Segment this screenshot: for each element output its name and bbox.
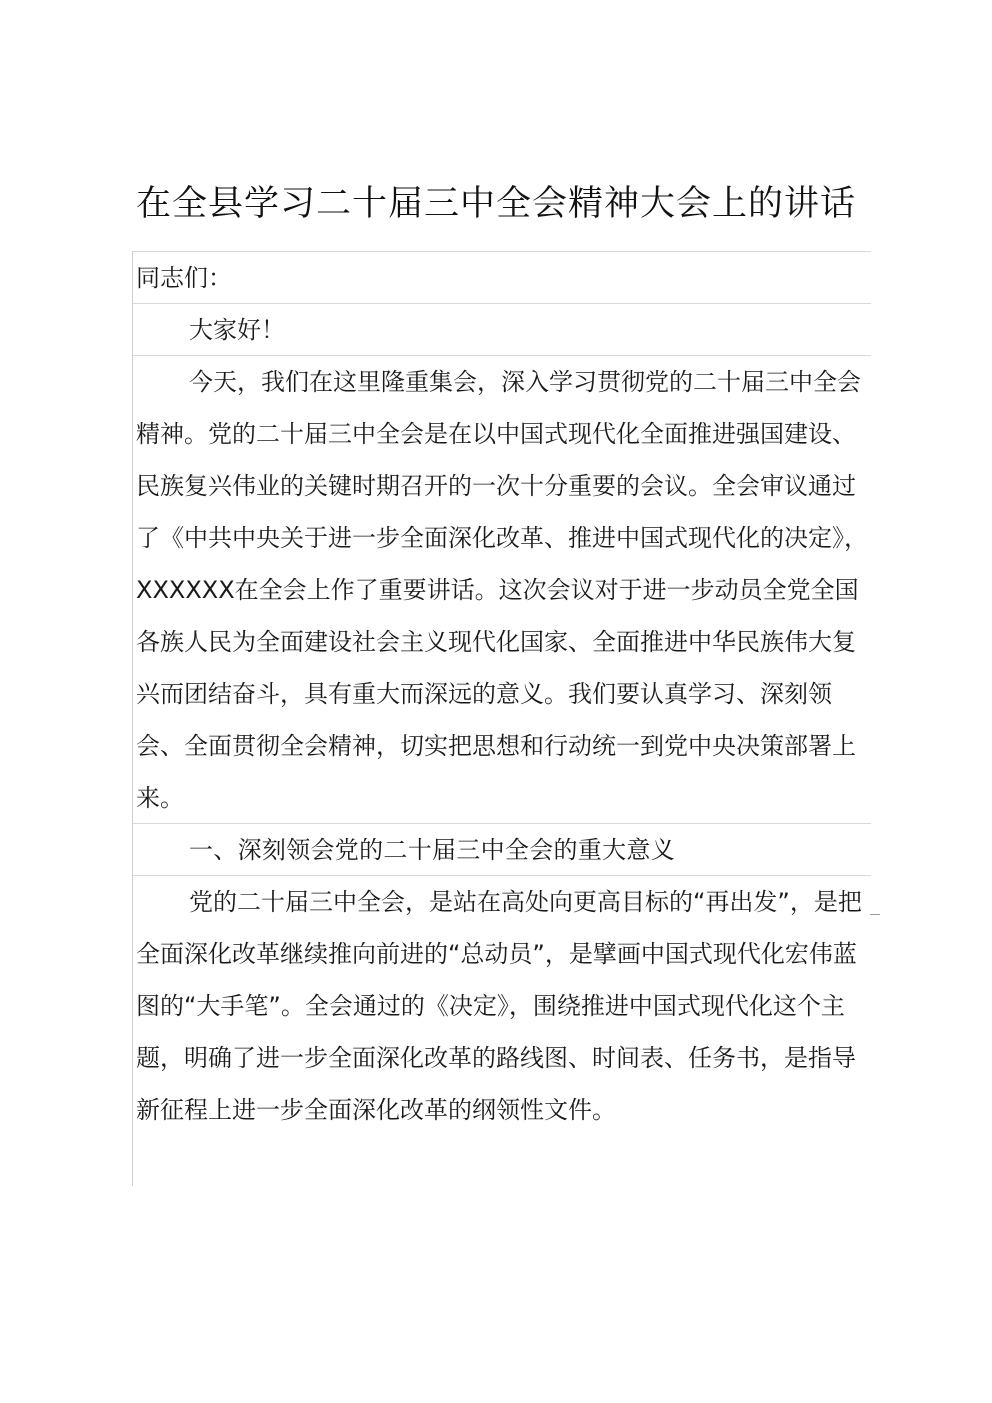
paragraph-2-row: [133, 875, 871, 1186]
salutation: 同志们：: [136, 264, 232, 292]
greeting-row: [133, 303, 871, 355]
margin-mark: [870, 914, 880, 915]
section-1-heading-row: [133, 823, 871, 875]
document-body: [132, 251, 871, 1186]
salutation-row: [133, 251, 871, 303]
section-1-heading: 一、深刻领会党的二十届三中全会的重大意义: [189, 836, 675, 864]
paragraph-2: 党的二十届三中全会，是站在高处向更高目标的“再出发”，是把全面深化改革继续推向前进的“总动员”，是擘画中国式现代化宏伟蓝图的“大手笔”。全会通过的《决定》，围绕推进中国式现代化这个主题，明确了进一步全面深化改革的路线图、时间表、任务书，是指导新征程上进一步全面深化改革的纲领性文件。: [136, 888, 862, 1124]
paragraph-1-row: [133, 355, 871, 823]
document-title: 在全县学习二十届三中全会精神大会上的讲话: [135, 184, 856, 224]
greeting: 大家好！: [189, 316, 285, 344]
paragraph-1: 今天，我们在这里隆重集会，深入学习贯彻党的二十届三中全会精神。党的二十届三中全会是在以中国式现代化全面推进强国建设、民族复兴伟业的关键时期召开的一次十分重要的会议。全会审议通过了《中共中央关于进一步全面深化改革、推进中国式现代化的决定》，XXXXXX在全会上作了重要讲话。这次会议对于进一步动员全党全国各族人民为全面建设社会主义现代化国家、全面推进中华民族伟大复兴而团结奋斗，具有重大而深远的意义。我们要认真学习、深刻领会、全面贯彻全会精神，切实把思想和行动统一到党中央决策部署上来。: [136, 368, 868, 812]
